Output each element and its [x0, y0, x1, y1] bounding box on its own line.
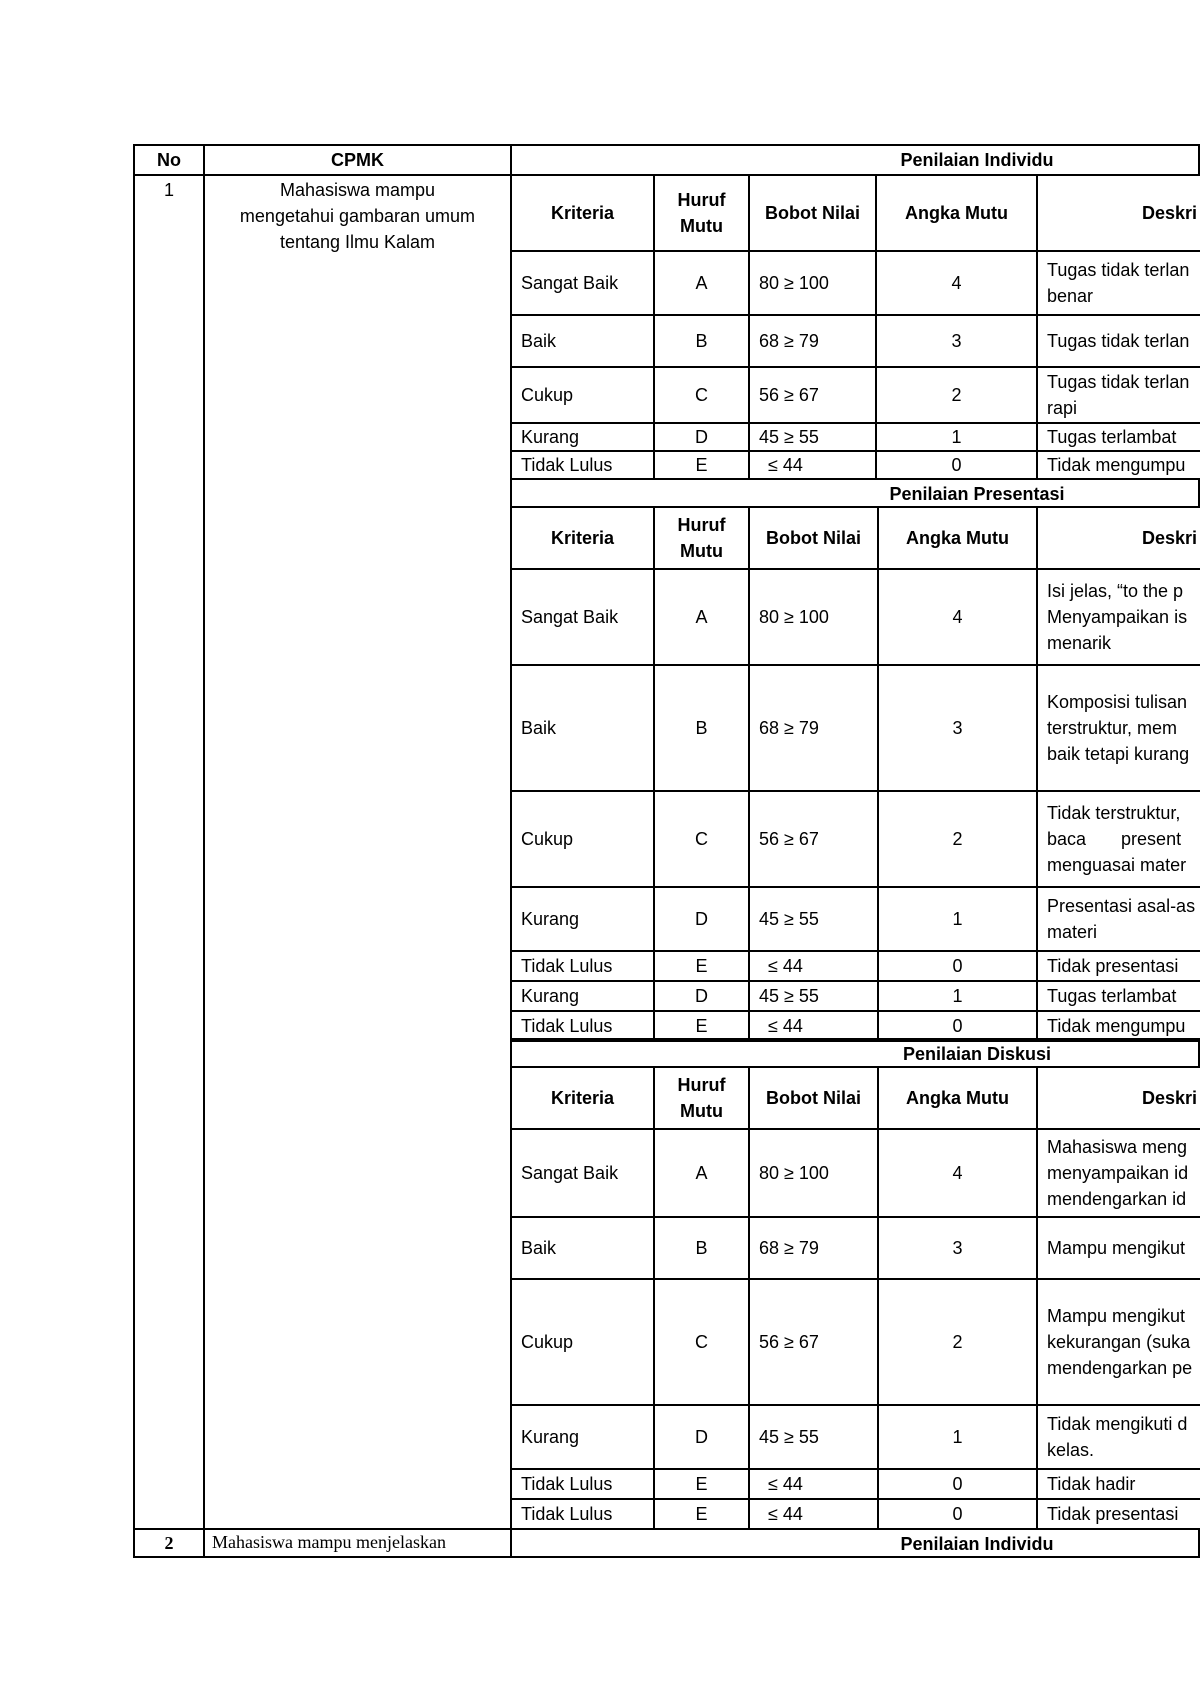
table-row	[511, 1405, 1200, 1469]
cell-huruf: A	[654, 1129, 749, 1217]
cell-angka: 4	[878, 1129, 1037, 1217]
cell-huruf: C	[654, 1279, 749, 1405]
header-bobot-nilai: Bobot Nilai	[749, 175, 876, 251]
header-bobot-nilai: Bobot Nilai	[749, 507, 878, 569]
table-row	[511, 1279, 1200, 1405]
cell-angka: 2	[876, 367, 1037, 423]
cell-bobot: 68 ≥ 79	[749, 1217, 878, 1279]
header-deskripsi: Deskri	[1037, 507, 1200, 569]
cell-bobot: 80 ≥ 100	[749, 569, 878, 665]
cell-angka: 1	[878, 1405, 1037, 1469]
cell-kriteria: Sangat Baik	[511, 1129, 654, 1217]
cell-huruf: C	[654, 791, 749, 887]
table-penilaian-presentasi	[510, 506, 1200, 1042]
cell-kriteria: Cukup	[511, 367, 654, 423]
cell-angka: 3	[878, 665, 1037, 791]
cell-huruf: E	[654, 1499, 749, 1529]
cell-deskripsi: Tugas terlambat	[1037, 423, 1200, 451]
cell-bobot: 45 ≥ 55	[749, 887, 878, 951]
cell-kriteria: Tidak Lulus	[511, 1469, 654, 1499]
cell-kriteria: Sangat Baik	[511, 251, 654, 315]
cell-huruf: B	[654, 1217, 749, 1279]
cell-deskripsi: Komposisi tulisan terstruktur, mem baik tetapi kurang	[1037, 665, 1200, 791]
table-penilaian-individu	[510, 174, 1200, 480]
cell-bobot: ≤ 44	[749, 1469, 878, 1499]
cell-angka: 0	[876, 451, 1037, 479]
cell-angka: 0	[878, 951, 1037, 981]
cell-kriteria: Baik	[511, 665, 654, 791]
cell-bobot: ≤ 44	[749, 1011, 878, 1041]
row-1-cpmk-line-2: mengetahui gambaran umum	[239, 206, 476, 226]
cell-deskripsi: Mampu mengikut kekurangan (suka mendengarkan pe	[1037, 1279, 1200, 1405]
cell-huruf: D	[654, 1405, 749, 1469]
cell-kriteria: Tidak Lulus	[511, 951, 654, 981]
cell-kriteria: Sangat Baik	[511, 569, 654, 665]
table-header-row	[511, 1067, 1200, 1129]
table-row	[511, 367, 1200, 423]
header-angka-mutu: Angka Mutu	[878, 507, 1037, 569]
cell-huruf: C	[654, 367, 749, 423]
section-header-individu: Penilaian Individu	[510, 144, 1200, 176]
cell-deskripsi: Tugas terlambat	[1037, 981, 1200, 1011]
cell-huruf: D	[654, 981, 749, 1011]
cell-kriteria: Cukup	[511, 1279, 654, 1405]
row-2-section-header-individu: Penilaian Individu	[510, 1528, 1200, 1558]
cell-kriteria: Tidak Lulus	[511, 1499, 654, 1529]
header-huruf-mutu: Huruf Mutu	[654, 507, 749, 569]
cell-huruf: E	[654, 451, 749, 479]
cell-huruf: E	[654, 951, 749, 981]
cell-deskripsi: Tugas tidak terlan benar	[1037, 251, 1200, 315]
header-kriteria: Kriteria	[511, 175, 654, 251]
cell-kriteria: Baik	[511, 315, 654, 367]
row-1-cpmk-line-1: Mahasiswa mampu	[279, 180, 436, 200]
cell-kriteria: Tidak Lulus	[511, 451, 654, 479]
cell-angka: 4	[876, 251, 1037, 315]
cell-angka: 0	[878, 1499, 1037, 1529]
row-1-cpmk-line-3: tentang Ilmu Kalam	[279, 232, 436, 252]
header-deskripsi: Deskri	[1037, 1067, 1200, 1129]
table-row	[511, 1499, 1200, 1529]
header-angka-mutu: Angka Mutu	[876, 175, 1037, 251]
header-huruf-mutu: Huruf Mutu	[654, 175, 749, 251]
cell-bobot: ≤ 44	[749, 951, 878, 981]
cell-deskripsi: Tidak hadir	[1037, 1469, 1200, 1499]
table-row	[511, 1469, 1200, 1499]
header-huruf-mutu: Huruf Mutu	[654, 1067, 749, 1129]
cell-angka: 1	[876, 423, 1037, 451]
row-2-cpmk-line-1: Mahasiswa mampu menjelaskan	[212, 1532, 446, 1552]
table-header-row	[511, 507, 1200, 569]
header-kriteria: Kriteria	[511, 1067, 654, 1129]
cell-deskripsi: Isi jelas, “to the p Menyampaikan is menarik	[1037, 569, 1200, 665]
cell-huruf: B	[654, 315, 749, 367]
row-1-no-cell	[133, 174, 205, 1530]
table-row	[511, 251, 1200, 315]
cell-huruf: E	[654, 1469, 749, 1499]
header-angka-mutu: Angka Mutu	[878, 1067, 1037, 1129]
cell-deskripsi: Tugas tidak terlan	[1037, 315, 1200, 367]
table-penilaian-diskusi	[510, 1066, 1200, 1530]
cell-bobot: ≤ 44	[749, 1499, 878, 1529]
cell-bobot: 80 ≥ 100	[749, 251, 876, 315]
cell-angka: 1	[878, 981, 1037, 1011]
cell-angka: 3	[878, 1217, 1037, 1279]
cell-deskripsi: Mampu mengikut	[1037, 1217, 1200, 1279]
cell-deskripsi: Tidak presentasi	[1037, 1499, 1200, 1529]
header-bobot-nilai: Bobot Nilai	[749, 1067, 878, 1129]
cell-bobot: ≤ 44	[749, 451, 876, 479]
cell-angka: 1	[878, 887, 1037, 951]
cell-bobot: 56 ≥ 67	[749, 791, 878, 887]
cell-kriteria: Kurang	[511, 1405, 654, 1469]
row-2-no: 2	[164, 1533, 174, 1553]
table-row	[511, 451, 1200, 479]
cell-kriteria: Baik	[511, 1217, 654, 1279]
cell-kriteria: Kurang	[511, 423, 654, 451]
cell-kriteria: Kurang	[511, 981, 654, 1011]
table-row	[511, 665, 1200, 791]
cell-bobot: 45 ≥ 55	[749, 981, 878, 1011]
cell-deskripsi: Tidak terstruktur, baca present menguasai mater	[1037, 791, 1200, 887]
cell-huruf: D	[654, 423, 749, 451]
table-row	[511, 1129, 1200, 1217]
cell-kriteria: Kurang	[511, 887, 654, 951]
cell-huruf: A	[654, 251, 749, 315]
cell-deskripsi: Presentasi asal-as materi	[1037, 887, 1200, 951]
cell-huruf: E	[654, 1011, 749, 1041]
table-row	[511, 423, 1200, 451]
cell-deskripsi: Tidak mengikuti d kelas.	[1037, 1405, 1200, 1469]
header-kriteria: Kriteria	[511, 507, 654, 569]
table-row	[511, 315, 1200, 367]
cell-angka: 0	[878, 1011, 1037, 1041]
cell-deskripsi: Tidak presentasi	[1037, 951, 1200, 981]
cell-huruf: A	[654, 569, 749, 665]
cell-angka: 3	[876, 315, 1037, 367]
section-header-diskusi: Penilaian Diskusi	[510, 1038, 1200, 1068]
cell-kriteria: Tidak Lulus	[511, 1011, 654, 1041]
table-row	[511, 981, 1200, 1011]
row-1-no: 1	[163, 180, 174, 200]
cell-bobot: 45 ≥ 55	[749, 423, 876, 451]
table-row	[511, 951, 1200, 981]
table-header-row	[511, 175, 1200, 251]
row-1-cpmk-cell	[203, 174, 512, 1530]
cell-bobot: 56 ≥ 67	[749, 367, 876, 423]
cell-huruf: B	[654, 665, 749, 791]
cell-bobot: 45 ≥ 55	[749, 1405, 878, 1469]
cell-bobot: 68 ≥ 79	[749, 315, 876, 367]
col-cpmk-header: CPMK	[331, 150, 384, 170]
cell-deskripsi: Tidak mengumpu	[1037, 451, 1200, 479]
table-row	[511, 887, 1200, 951]
cell-bobot: 68 ≥ 79	[749, 665, 878, 791]
cell-deskripsi: Mahasiswa meng menyampaikan id mendengarkan id	[1037, 1129, 1200, 1217]
table-row	[511, 1011, 1200, 1041]
cell-angka: 2	[878, 791, 1037, 887]
cell-kriteria: Cukup	[511, 791, 654, 887]
cell-huruf: D	[654, 887, 749, 951]
table-row	[511, 1217, 1200, 1279]
cell-angka: 0	[878, 1469, 1037, 1499]
section-header-presentasi: Penilaian Presentasi	[510, 478, 1200, 508]
cell-angka: 4	[878, 569, 1037, 665]
cell-bobot: 56 ≥ 67	[749, 1279, 878, 1405]
cell-angka: 2	[878, 1279, 1037, 1405]
header-deskripsi: Deskri	[1037, 175, 1200, 251]
cell-deskripsi: Tugas tidak terlan rapi	[1037, 367, 1200, 423]
cell-bobot: 80 ≥ 100	[749, 1129, 878, 1217]
table-row	[511, 569, 1200, 665]
table-row	[511, 791, 1200, 887]
col-no-header: No	[157, 150, 181, 170]
cell-deskripsi: Tidak mengumpu	[1037, 1011, 1200, 1041]
